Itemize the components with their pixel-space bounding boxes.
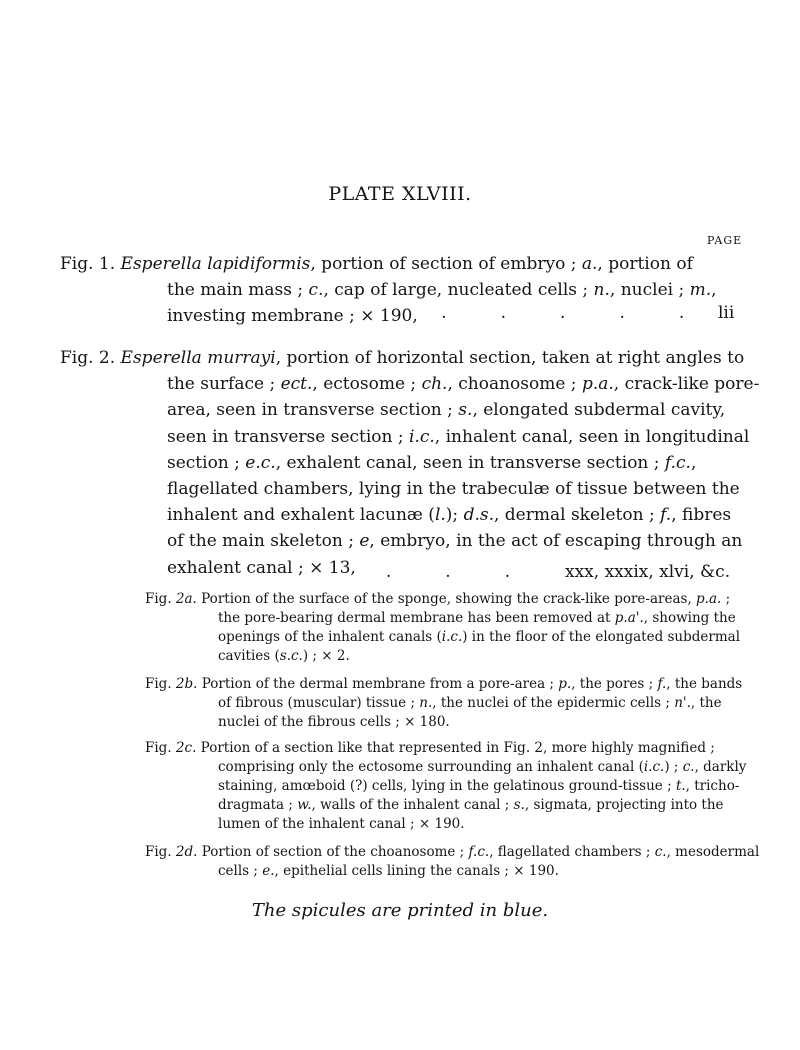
caption-line: Fig. 2b. Portion of the dermal membrane from a pore-area ; p., the pores ; f., the bands — [145, 676, 743, 692]
caption-line: Fig. 2d. Portion of section of the choanosome ; f.c., flagellated chambers ; c., mesodermal — [145, 844, 760, 860]
italic-term: n. — [593, 280, 610, 301]
caption-line: staining, amœboid (?) cells, lying in the gelatinous ground-tissue ; t., tricho- — [218, 778, 740, 794]
italic-term: s. — [458, 400, 473, 421]
caption-line: the surface ; ect., ectosome ; ch., choanosome ; p.a., crack-like pore- — [167, 374, 760, 395]
italic-term: d.s. — [463, 505, 494, 526]
caption-line: Fig. 2c. Portion of a section like that represented in Fig. 2, more highly magnified ; — [145, 740, 715, 756]
italic-term: p. — [558, 676, 572, 692]
caption-line: cavities (s.c.) ; × 2. — [218, 648, 350, 664]
italic-term: ect. — [280, 374, 313, 395]
italic-term: n. — [419, 695, 433, 711]
caption-line: the pore-bearing dermal membrane has been removed at p.a'., showing the — [218, 610, 736, 626]
italic-term: f.c. — [664, 452, 691, 473]
caption-line: of the main skeleton ; e, embryo, in the act of escaping through an — [167, 531, 743, 552]
plate-title: PLATE XLVIII. — [328, 183, 472, 205]
italic-term: m. — [689, 280, 712, 301]
italic-term: l. — [434, 505, 446, 526]
italic-term: n'. — [674, 695, 691, 711]
caption-line: dragmata ; w., walls of the inhalent canal ; s., sigmata, projecting into the — [218, 797, 724, 813]
italic-term: f.c. — [468, 844, 490, 860]
italic-term: e.c. — [245, 452, 276, 473]
figure-2-leader: . . . — [385, 562, 511, 582]
italic-term: i.c. — [441, 629, 463, 645]
caption-line: Fig. 1. Esperella lapidiformis, portion of section of embryo ; a., portion of — [60, 254, 693, 274]
footer-note: The spicules are printed in blue. — [251, 900, 549, 921]
caption-line: Fig. 2a. Portion of the surface of the sponge, showing the crack-like pore-areas, p.a. ; — [145, 591, 731, 607]
italic-term: 2d. — [175, 844, 198, 860]
caption-line: area, seen in transverse section ; s., elongated subdermal cavity, — [167, 400, 726, 421]
caption-line: the main mass ; c., cap of large, nucleated cells ; n., nuclei ; m., — [167, 280, 717, 301]
caption-line: Fig. 2. Esperella murrayi, portion of horizontal section, taken at right angles to — [60, 348, 745, 368]
caption-line: inhalent and exhalent lacunæ (l.); d.s., dermal skeleton ; f., fibres — [167, 505, 732, 526]
italic-term: s.c. — [279, 648, 303, 664]
caption-line: section ; e.c., exhalent canal, seen in transverse section ; f.c., — [167, 452, 697, 473]
italic-term: a. — [581, 254, 598, 274]
italic-term: p.a. — [581, 374, 614, 395]
caption-line: investing membrane ; × 190, — [167, 306, 418, 327]
figure-2-page-number: xxx, xxxix, xlvi, &c. — [565, 562, 731, 582]
figure-2-caption — [60, 345, 760, 581]
figure-2-page-ref — [385, 562, 731, 582]
caption-line: exhalent canal ; × 13, — [167, 557, 356, 578]
italic-term: 2a. — [175, 591, 197, 607]
italic-term: t. — [675, 778, 686, 794]
caption-line: openings of the inhalent canals (i.c.) in the floor of the elongated subdermal — [218, 629, 741, 645]
caption-line: nuclei of the fibrous cells ; × 180. — [218, 714, 450, 730]
italic-term: f. — [657, 676, 667, 692]
italic-term: s. — [513, 797, 525, 813]
italic-term: e — [359, 531, 370, 552]
italic-term: c. — [308, 280, 324, 301]
italic-term: 2c. — [175, 740, 197, 756]
italic-term: f. — [660, 505, 672, 526]
italic-term: p.a. — [696, 591, 722, 607]
figure-1-page-ref — [441, 303, 735, 323]
italic-term: p.a'. — [614, 610, 644, 626]
caption-line: flagellated chambers, lying in the trabeculæ of tissue between the — [167, 479, 740, 500]
italic-term: c. — [654, 844, 667, 860]
italic-term: i.c. — [643, 759, 665, 775]
caption-line: lumen of the inhalent canal ; × 190. — [218, 816, 465, 832]
figure-1-leader: . . . . . — [441, 303, 685, 323]
italic-term: c. — [682, 759, 695, 775]
caption-line: cells ; e., epithelial cells lining the canals ; × 190. — [218, 863, 559, 879]
caption-line: comprising only the ectosome surrounding an inhalent canal (i.c.) ; c., darkly — [218, 759, 747, 775]
italic-term: Esperella lapidiformis — [120, 254, 311, 274]
italic-term: e. — [262, 863, 275, 879]
caption-line: of fibrous (muscular) tissue ; n., the nuclei of the epidermic cells ; n'., the — [218, 695, 722, 711]
caption-line: seen in transverse section ; i.c., inhalent canal, seen in longitudinal — [167, 426, 750, 447]
figure-1-page-number: lii — [718, 303, 735, 323]
italic-term: 2b. — [175, 676, 198, 692]
sub-figure-2c — [145, 739, 747, 834]
sub-figure-2d — [145, 843, 760, 881]
sub-figure-2a — [145, 590, 741, 666]
italic-term: w. — [297, 797, 312, 813]
sub-figure-2b — [145, 675, 743, 732]
italic-term: ch. — [421, 374, 448, 395]
page-column-label: PAGE — [707, 234, 743, 247]
italic-term: i.c. — [409, 426, 435, 447]
italic-term: Esperella murrayi — [120, 348, 276, 368]
